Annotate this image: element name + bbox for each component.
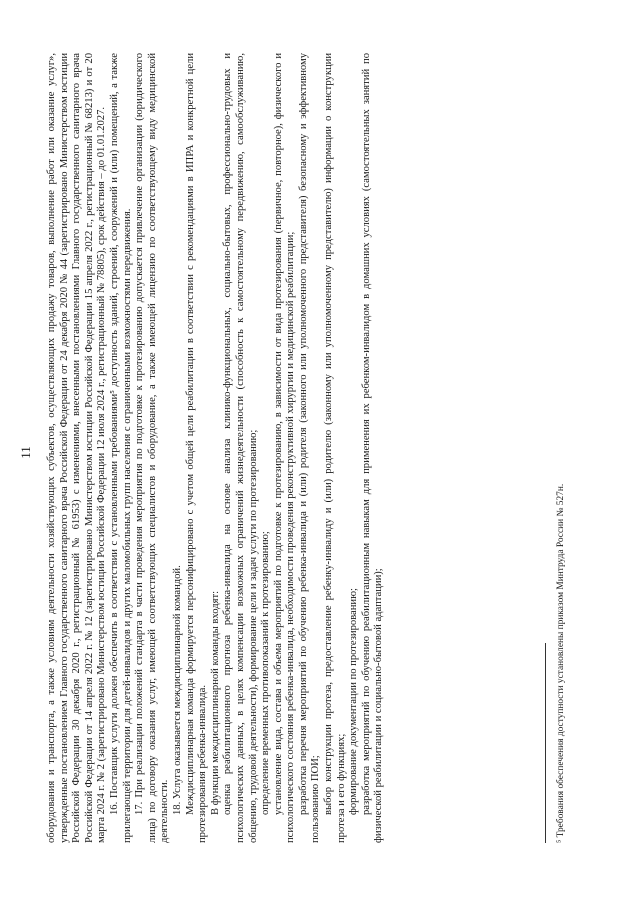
paragraph: выбор конструкции протеза, предоставление ребенку-инвалиду и (или) родителю (законному или уполномоченному представителю) информации о конструкции протеза и его функциях;	[323, 53, 347, 843]
body-text	[46, 53, 386, 843]
page-number: 11	[18, 446, 33, 459]
paragraph: В функции междисциплинарной команды входят:	[209, 590, 221, 815]
footnote-divider	[545, 643, 546, 843]
paragraph: 17. При реализации положений стандарта в части проведения мероприятия по подготовке к протезированию допускается привлечение организации (юридического лица) по договору оказания услуг, имеющей соответствующих специалистов и оборудование, а также имеющей лицензию по соответствующему виду медицинской деятельности.	[134, 53, 171, 843]
paragraph: формирование документации по протезированию;	[348, 588, 360, 815]
paragraph: 16. Поставщик услуги должен обеспечить в соответствии с установленными требованиями⁵ доступность зданий, строений, сооружений и (или) помещений, а также прилегающей территории для детей-инвалидов и других маломобильных групп населения с ограниченными возможностями передвижения.	[108, 53, 133, 843]
footnote: ⁵ Требования обеспечения доступности установлены приказом Минтруда России № 527н.	[556, 483, 566, 843]
paragraph: 18. Услуга оказывается междисциплинарной командой.	[171, 565, 183, 815]
paragraph: Междисциплинарная команда формируется персонифицировано с учетом общей цели реабилитации в соответствии с рекомендациями в ИПРА и конкретной цели протезирования ребенка-инвалида.	[184, 53, 209, 843]
paragraph: разработка перечня мероприятий по обучению ребенка-инвалида и (или) родителя (законного или уполномоченного представителя) безопасному и эффективному пользованию ПОИ;	[297, 53, 322, 843]
paragraph: разработка мероприятий по обучению реабилитационным навыкам для применения их ребенком-инвалидом в домашних условиях (самостоятельных занятий по физической реабилитации и социально-бытовой адаптации);	[360, 53, 385, 843]
paragraph: оценка реабилитационного прогноза ребенка-инвалида на основе анализа клинико-функциональных, социально-бытовых, профессионально-трудовых и психологических данных, в целях компенсации возможных ограничений жизнедеятельности (способность к самостоятельному передвижению, самообслуживанию, общению, трудовой деятельности), формирование цели и задач услуги по протезированию;	[222, 53, 259, 843]
paragraph: установление вида, состава и объема мероприятий по подготовке к протезированию, в зависимости от вида протезирования (первичное, повторное), физического и психологического состояния ребенка-инвалида, необходимости проведения реконструктивной хирургии и медицинской реабилитации;	[272, 53, 297, 843]
paragraph: оборудования и транспорта, а также условиям деятельности хозяйствующих субъектов, осуществляющих продажу товаров, выполнение работ или оказание услуг», утвержденные постановлением Главного государственного санитарного врача Российской Федерации от 24 декабря 2020 № 44 (зарегистрировано Министерством юстиции Российской Федерации 30 декабря 2020 г., регистрационный № 61953) с изменениями, внесенными постановлениями Главного государственного санитарного врача Российской Федерации от 14 апреля 2022 г. № 12 (зарегистрировано Министерством юстиции Российской Федерации 15 апреля 2022 г., регистрационный № 68213) и от 20 марта 2024 г. № 2 (зарегистрировано Министерством юстиции Российской Федерации 12 июля 2024 г., регистрационный № 78805), срок действия – до 01.01.2027.	[46, 53, 108, 843]
paragraph: определение временных противопоказаний к протезированию;	[260, 531, 272, 815]
